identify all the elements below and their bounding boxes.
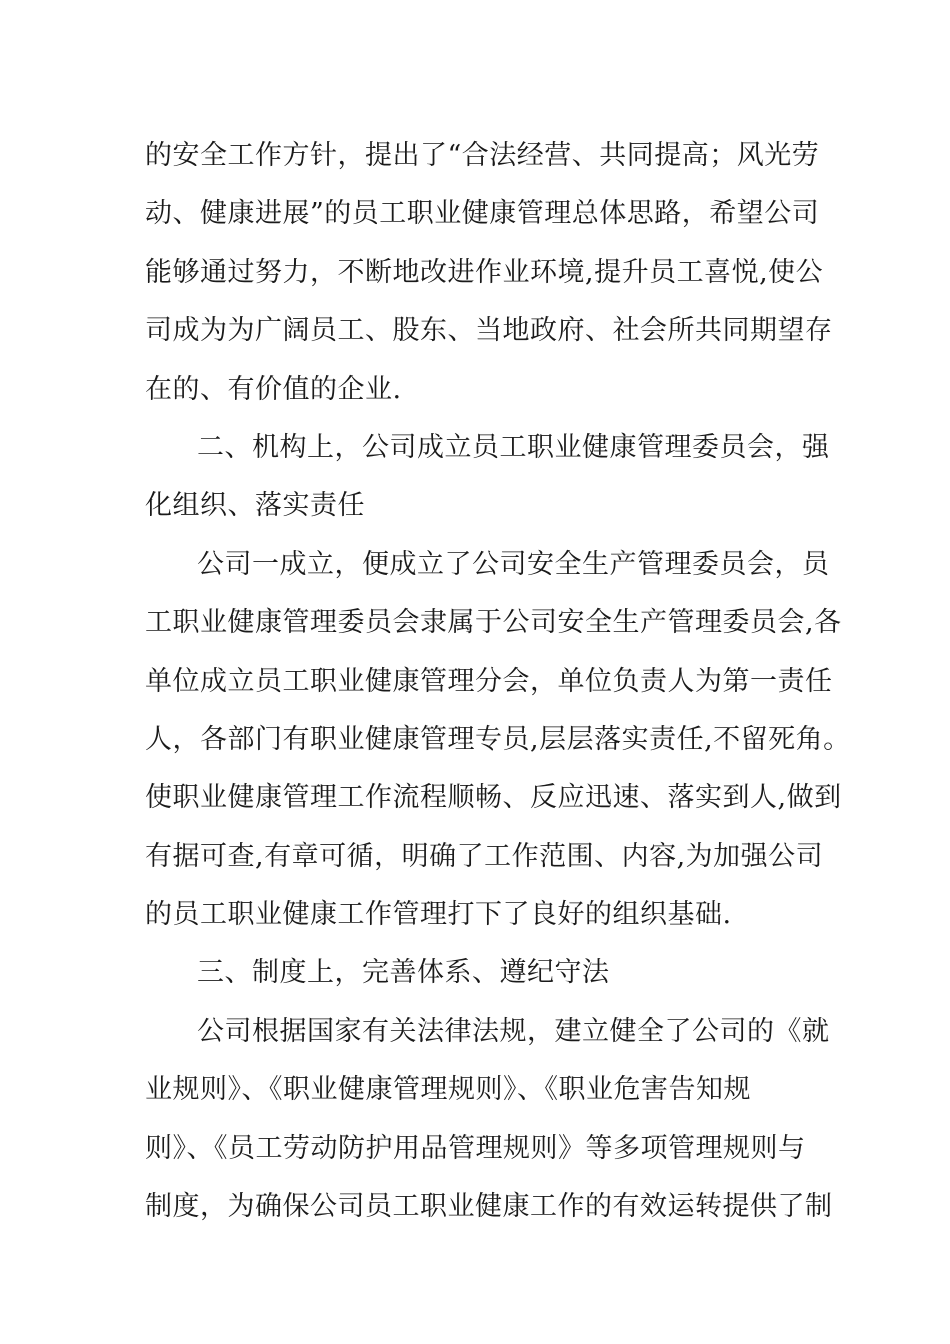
text-line: 公司一成立，便成立了公司安全生产管理委员会，员	[197, 548, 830, 580]
text-line: 业规则》、《职业健康管理规则》、《职业危害告知规	[145, 1074, 751, 1106]
section-heading-2-cont: 化组织、落实责任	[145, 490, 365, 522]
section-heading-3: 三、制度上，完善体系、遵纪守法	[197, 957, 610, 989]
document-body	[145, 127, 851, 1236]
text-line: 司成为为广阔员工、股东、当地政府、社会所共同期望存	[145, 315, 833, 347]
text-line: 则》、《员工劳动防护用品管理规则》等多项管理规则与	[145, 1132, 806, 1164]
text-line: 使职业健康管理工作流程顺畅、反应迅速、落实到人,做到	[145, 782, 842, 814]
text-line: 的员工职业健康工作管理打下了良好的组织基础.	[145, 899, 732, 931]
text-line: 能够通过努力，不断地改进作业环境,提升员工喜悦,使公	[145, 256, 824, 288]
text-line: 公司根据国家有关法律法规，建立健全了公司的《就	[197, 1015, 830, 1047]
text-line: 在的、有价值的企业.	[145, 373, 402, 405]
text-line: 有据可查,有章可循，明确了工作范围、内容,为加强公司	[145, 840, 824, 872]
text-line: 动、健康进展”的员工职业健康管理总体思路，希望公司	[145, 198, 820, 230]
text-line: 的安全工作方针，提出了“合法经营、共同提高；风光劳	[145, 140, 820, 171]
text-line: 工职业健康管理委员会隶属于公司安全生产管理委员会,各	[145, 607, 842, 639]
text-line: 人，各部门有职业健康管理专员,层层落实责任,不留死角。	[145, 723, 851, 755]
text-line: 制度，为确保公司员工职业健康工作的有效运转提供了制	[145, 1191, 833, 1223]
text-line: 单位成立员工职业健康管理分会，单位负责人为第一责任	[145, 665, 833, 697]
section-heading-2: 二、机构上，公司成立员工职业健康管理委员会，强	[197, 431, 830, 463]
